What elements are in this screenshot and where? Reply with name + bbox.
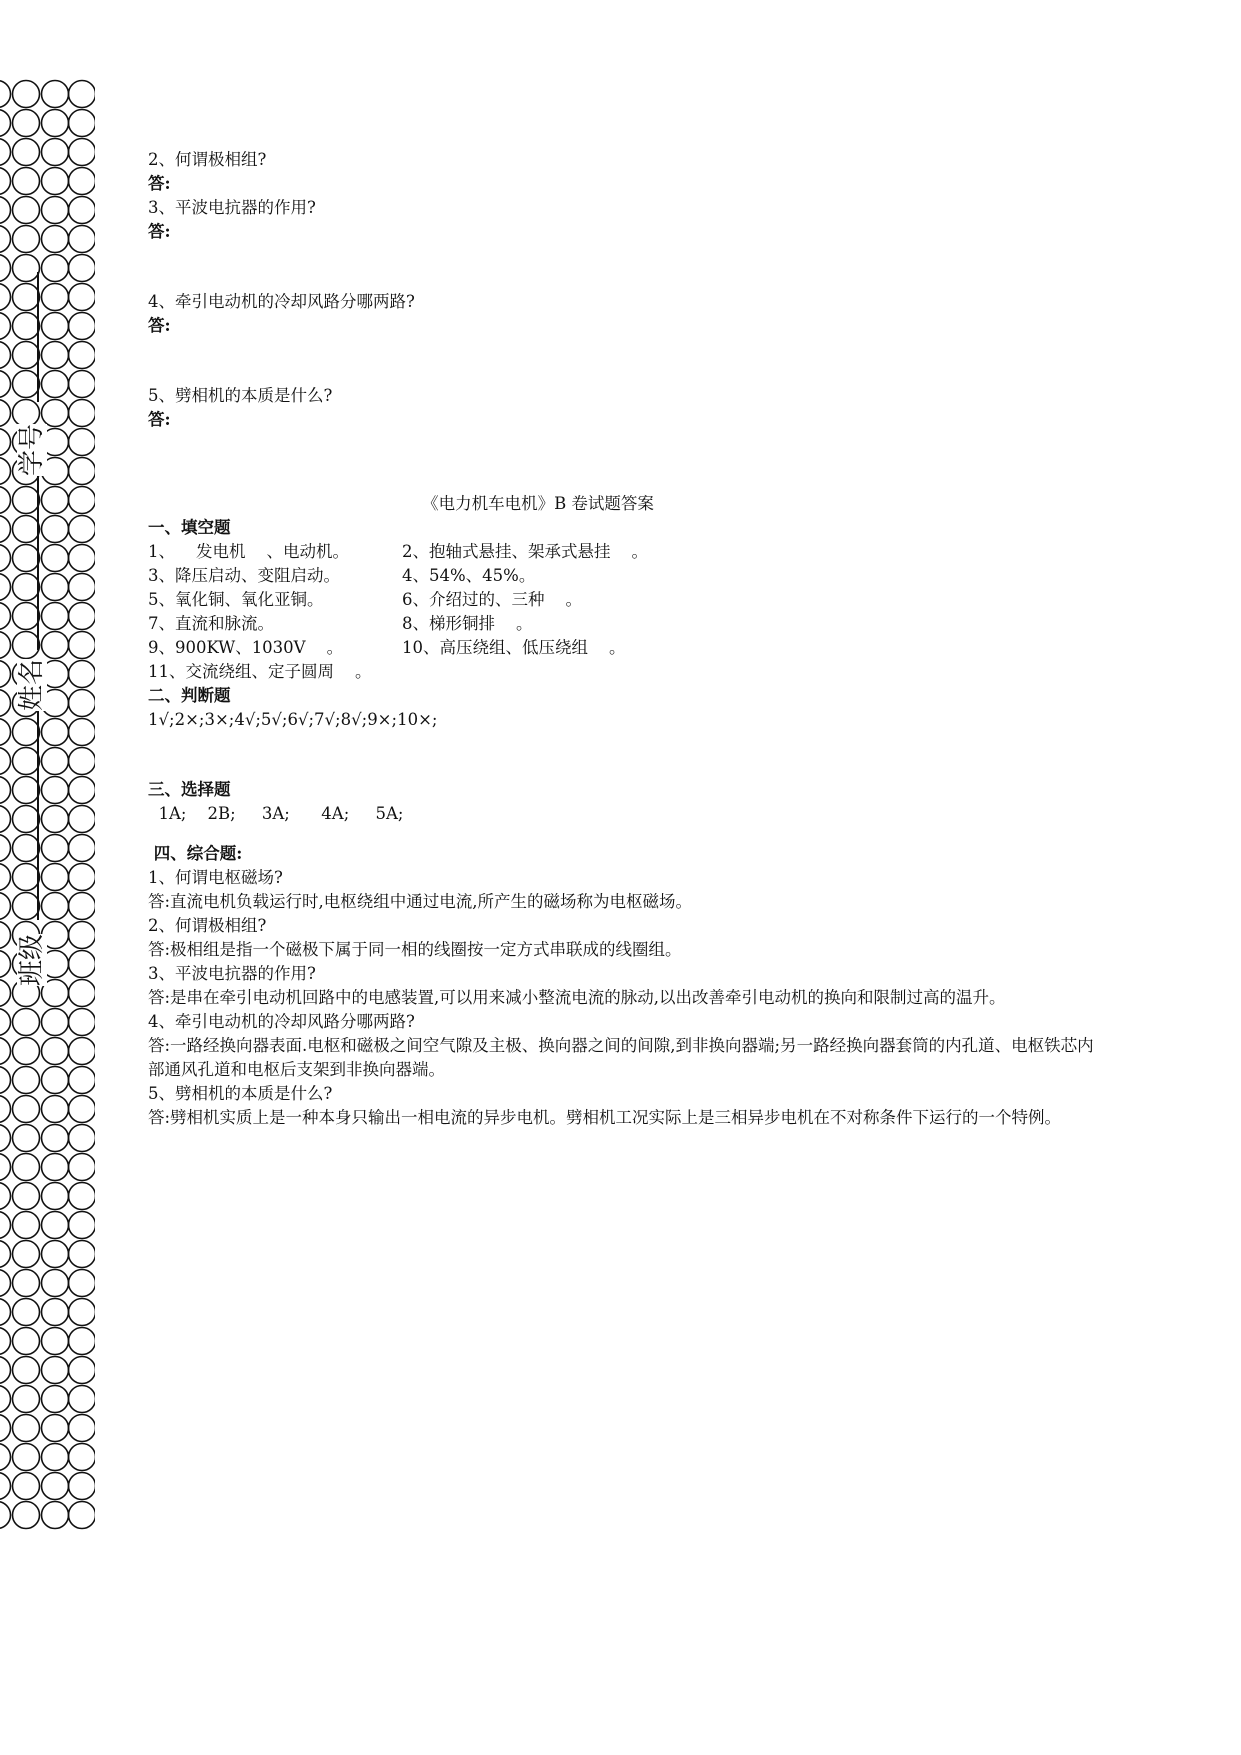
binding-circle xyxy=(69,603,96,630)
binding-circle xyxy=(13,1415,40,1442)
answer-label: 答: xyxy=(148,222,171,241)
question-text: 3、平波电抗器的作用? xyxy=(148,198,316,217)
binding-circle xyxy=(69,516,96,543)
binding-circle xyxy=(0,81,11,108)
binding-circle xyxy=(13,1299,40,1326)
prev-question xyxy=(148,384,1098,432)
binding-circle xyxy=(69,1096,96,1123)
binding-circle xyxy=(13,545,40,572)
binding-circle xyxy=(69,1038,96,1065)
binding-circle xyxy=(13,1444,40,1471)
fill-row xyxy=(148,612,1098,636)
document-body xyxy=(148,148,1098,1130)
prev-question xyxy=(148,148,1098,196)
binding-circle xyxy=(0,603,11,630)
binding-circle xyxy=(0,1183,11,1210)
binding-circle xyxy=(69,139,96,166)
answer-label: 答: xyxy=(148,316,171,335)
binding-circle xyxy=(69,748,96,775)
binding-circle xyxy=(0,893,11,920)
binding-circle xyxy=(13,1502,40,1529)
binding-circle xyxy=(13,313,40,340)
prev-question xyxy=(148,290,1098,338)
binding-circle xyxy=(0,168,11,195)
binding-circle xyxy=(69,1212,96,1239)
binding-circle xyxy=(42,1328,69,1355)
binding-line xyxy=(37,700,39,920)
question-text: 4、牵引电动机的冷却风路分哪两路? xyxy=(148,292,415,311)
binding-circle xyxy=(42,1212,69,1239)
binding-circle xyxy=(0,951,11,978)
binding-circle xyxy=(0,1125,11,1152)
binding-circle xyxy=(69,1502,96,1529)
binding-circle xyxy=(0,516,11,543)
answer-key-title: 《电力机车电机》B 卷试题答案 xyxy=(422,494,654,513)
name-label: 姓名 xyxy=(17,658,48,712)
binding-circle xyxy=(0,545,11,572)
binding-circle xyxy=(13,574,40,601)
binding-circle xyxy=(42,1096,69,1123)
binding-circle xyxy=(0,632,11,659)
binding-circle xyxy=(69,1154,96,1181)
binding-circle xyxy=(69,980,96,1007)
binding-circle xyxy=(42,1009,69,1036)
binding-circle xyxy=(13,1154,40,1181)
binding-circle xyxy=(69,371,96,398)
binding-circle xyxy=(42,1183,69,1210)
binding-circle xyxy=(0,110,11,137)
binding-circle xyxy=(0,719,11,746)
binding-circle xyxy=(0,1299,11,1326)
section-heading: 四、综合题: xyxy=(148,844,243,863)
binding-circle xyxy=(42,1299,69,1326)
binding-circle xyxy=(69,1009,96,1036)
binding-circle xyxy=(69,400,96,427)
binding-circle xyxy=(0,1212,11,1239)
binding-circle xyxy=(0,255,11,282)
binding-circle xyxy=(13,1125,40,1152)
binding-circle xyxy=(69,951,96,978)
binding-circle xyxy=(69,255,96,282)
binding-circle xyxy=(13,516,40,543)
binding-circle xyxy=(69,922,96,949)
binding-circle xyxy=(42,400,69,427)
binding-circle xyxy=(69,864,96,891)
binding-circle xyxy=(42,545,69,572)
binding-circle xyxy=(42,342,69,369)
binding-circle xyxy=(0,1241,11,1268)
binding-circle xyxy=(42,371,69,398)
binding-circle xyxy=(0,1009,11,1036)
binding-circle xyxy=(0,197,11,224)
fill-answer: 3、降压启动、变阻启动。 xyxy=(148,566,340,585)
binding-circle xyxy=(69,690,96,717)
binding-circle xyxy=(42,1241,69,1268)
fill-answer: 10、高压绕组、低压绕组 。 xyxy=(402,638,626,657)
binding-circle xyxy=(42,81,69,108)
binding-circle xyxy=(0,864,11,891)
binding-circle xyxy=(42,835,69,862)
binding-circle xyxy=(0,777,11,804)
binding-circle xyxy=(42,1473,69,1500)
binding-circle xyxy=(42,806,69,833)
class-label: 班级 xyxy=(17,933,48,987)
binding-circle xyxy=(69,719,96,746)
binding-circle xyxy=(13,487,40,514)
binding-circle xyxy=(13,1096,40,1123)
binding-circle xyxy=(13,893,40,920)
binding-circle xyxy=(0,1038,11,1065)
binding-circle xyxy=(69,197,96,224)
binding-circle xyxy=(0,371,11,398)
binding-circle xyxy=(13,1357,40,1384)
binding-circle xyxy=(13,1328,40,1355)
binding-circle xyxy=(42,719,69,746)
fill-row xyxy=(148,564,1098,588)
binding-circle xyxy=(69,777,96,804)
binding-circle xyxy=(42,1125,69,1152)
binding-circle xyxy=(13,603,40,630)
binding-circle xyxy=(69,835,96,862)
binding-circle xyxy=(42,1067,69,1094)
binding-circle xyxy=(13,777,40,804)
binding-circle xyxy=(69,81,96,108)
choice-answers: 1A; 2B; 3A; 4A; 5A; xyxy=(148,804,404,823)
binding-circle xyxy=(13,1038,40,1065)
binding-circle xyxy=(0,400,11,427)
binding-circle xyxy=(13,835,40,862)
binding-circle xyxy=(0,1415,11,1442)
binding-circle xyxy=(69,1328,96,1355)
binding-circle xyxy=(13,1067,40,1094)
binding-line xyxy=(37,272,39,402)
binding-circle xyxy=(69,226,96,253)
binding-circle xyxy=(0,342,11,369)
binding-circle xyxy=(42,313,69,340)
binding-circle xyxy=(42,110,69,137)
binding-circle xyxy=(13,1009,40,1036)
answer-label: 答: xyxy=(148,174,171,193)
fill-answer: 9、900KW、1030V 。 xyxy=(148,638,344,657)
binding-circle xyxy=(42,748,69,775)
binding-circle xyxy=(69,1386,96,1413)
binding-circle xyxy=(0,429,11,456)
binding-circle xyxy=(13,864,40,891)
fill-answer: 7、直流和脉流。 xyxy=(148,614,274,633)
binding-circle xyxy=(0,284,11,311)
binding-circle xyxy=(0,458,11,485)
answer-label: 答: xyxy=(148,410,171,429)
binding-circle xyxy=(42,255,69,282)
binding-circle xyxy=(13,342,40,369)
binding-circle xyxy=(13,81,40,108)
binding-circle xyxy=(0,690,11,717)
binding-circle xyxy=(42,1386,69,1413)
binding-circle xyxy=(69,1125,96,1152)
fill-answer: 5、氧化铜、氧化亚铜。 xyxy=(148,590,324,609)
binding-circle xyxy=(42,516,69,543)
fill-row xyxy=(148,588,1098,612)
binding-circle xyxy=(69,1444,96,1471)
binding-circle xyxy=(0,1270,11,1297)
binding-circle xyxy=(69,1270,96,1297)
binding-circle xyxy=(13,632,40,659)
fill-row xyxy=(148,636,1098,660)
binding-circle xyxy=(0,980,11,1007)
binding-circle xyxy=(13,719,40,746)
binding-circle xyxy=(69,429,96,456)
binding-circle xyxy=(69,574,96,601)
fill-row xyxy=(148,540,1098,564)
binding-circle xyxy=(42,632,69,659)
question-text: 1、何谓电枢磁场? xyxy=(148,868,283,887)
binding-circle xyxy=(42,864,69,891)
fill-answer: 2、抱轴式悬挂、架承式悬挂 。 xyxy=(402,542,648,561)
fill-answer: 11、交流绕组、定子圆周 。 xyxy=(148,662,372,681)
binding-circle xyxy=(13,226,40,253)
binding-circle xyxy=(0,922,11,949)
binding-circle xyxy=(0,574,11,601)
binding-circle xyxy=(42,1270,69,1297)
binding-circle xyxy=(13,371,40,398)
section-heading: 二、判断题 xyxy=(148,686,231,705)
binding-circle xyxy=(0,226,11,253)
binding-circle xyxy=(13,806,40,833)
binding-circle xyxy=(0,1154,11,1181)
binding-circle xyxy=(69,1299,96,1326)
binding-circle xyxy=(69,893,96,920)
binding-circle xyxy=(42,893,69,920)
binding-circle xyxy=(0,139,11,166)
binding-circle xyxy=(42,1038,69,1065)
prev-question xyxy=(148,196,1098,244)
question-text: 2、何谓极相组? xyxy=(148,150,267,169)
binding-circle xyxy=(42,1415,69,1442)
binding-circle xyxy=(0,748,11,775)
binding-circle xyxy=(0,1473,11,1500)
binding-circle xyxy=(13,1473,40,1500)
question-text: 4、牵引电动机的冷却风路分哪两路? xyxy=(148,1012,415,1031)
binding-circle xyxy=(0,313,11,340)
section-heading: 三、选择题 xyxy=(148,780,231,799)
binding-circle xyxy=(42,487,69,514)
binding-circle xyxy=(13,139,40,166)
question-text: 5、劈相机的本质是什么? xyxy=(148,386,333,405)
binding-circle xyxy=(42,1154,69,1181)
answer-text: 答:劈相机实质上是一种本身只输出一相电流的异步电机。劈相机工况实际上是三相异步电机在不对称条件下运行的一个特例。 xyxy=(148,1108,1062,1127)
binding-circle xyxy=(0,1067,11,1094)
binding-circle xyxy=(69,458,96,485)
binding-circle xyxy=(13,748,40,775)
binding-circle xyxy=(69,632,96,659)
binding-circle xyxy=(42,777,69,804)
answer-text: 答:是串在牵引电动机回路中的电感装置,可以用来减小整流电流的脉动,以出改善牵引电动机的换向和限制过高的温升。 xyxy=(148,988,1006,1007)
binding-circle xyxy=(13,1212,40,1239)
binding-circle xyxy=(13,110,40,137)
question-text: 3、平波电抗器的作用? xyxy=(148,964,316,983)
binding-circle xyxy=(69,545,96,572)
binding-circle xyxy=(69,1183,96,1210)
answer-text: 答:直流电机负载运行时,电枢绕组中通过电流,所产生的磁场称为电枢磁场。 xyxy=(148,892,693,911)
binding-circle xyxy=(0,487,11,514)
fill-answer: 4、54%、45%。 xyxy=(402,566,536,585)
binding-circle xyxy=(69,313,96,340)
binding-circle xyxy=(13,168,40,195)
binding-circle xyxy=(0,835,11,862)
section-heading: 一、填空题 xyxy=(148,518,231,537)
binding-circle xyxy=(0,1357,11,1384)
binding-circle xyxy=(69,1415,96,1442)
binding-circle xyxy=(13,400,40,427)
binding-circle xyxy=(69,487,96,514)
binding-circle xyxy=(13,284,40,311)
binding-circle xyxy=(42,1357,69,1384)
binding-circle xyxy=(69,1357,96,1384)
binding-circle xyxy=(42,284,69,311)
binding-circle xyxy=(69,661,96,688)
binding-circle xyxy=(42,168,69,195)
binding-circle xyxy=(42,226,69,253)
binding-line xyxy=(37,470,39,650)
binding-circle xyxy=(69,168,96,195)
question-text: 5、劈相机的本质是什么? xyxy=(148,1084,333,1103)
binding-circle xyxy=(69,342,96,369)
binding-circle xyxy=(13,255,40,282)
answer-text: 答:一路经换向器表面.电枢和磁极之间空气隙及主极、换向器之间的间隙,到非换向器端;另一路经换向器套筒的内孔道、电枢铁芯内部通风孔道和电枢后支架到非换向器端。 xyxy=(148,1036,1094,1079)
binding-circle xyxy=(69,284,96,311)
binding-circle xyxy=(0,806,11,833)
binding-circle xyxy=(42,603,69,630)
binding-circle xyxy=(69,806,96,833)
binding-circle xyxy=(0,1502,11,1529)
binding-circle xyxy=(13,197,40,224)
binding-margin xyxy=(0,0,95,1755)
binding-circle xyxy=(0,1096,11,1123)
binding-circle xyxy=(0,1444,11,1471)
binding-circle xyxy=(69,1473,96,1500)
binding-circle xyxy=(69,1067,96,1094)
binding-circle xyxy=(13,1241,40,1268)
student-id-label: 学号 xyxy=(17,423,48,477)
binding-circle xyxy=(42,197,69,224)
binding-circle xyxy=(13,1183,40,1210)
question-text: 2、何谓极相组? xyxy=(148,916,267,935)
binding-circle xyxy=(0,1328,11,1355)
binding-circles xyxy=(0,0,95,1755)
fill-answer: 1、 发电机 、电动机。 xyxy=(148,542,349,561)
binding-circle xyxy=(42,1444,69,1471)
binding-circle xyxy=(0,1386,11,1413)
binding-circle xyxy=(42,574,69,601)
binding-circle xyxy=(42,1502,69,1529)
fill-answer: 6、介绍过的、三种 。 xyxy=(402,590,582,609)
binding-circle xyxy=(13,1270,40,1297)
answer-text: 答:极相组是指一个磁极下属于同一相的线圈按一定方式串联成的线圈组。 xyxy=(148,940,682,959)
binding-circle xyxy=(42,139,69,166)
judgement-answers: 1√;2×;3×;4√;5√;6√;7√;8√;9×;10×; xyxy=(148,710,438,729)
fill-answer: 8、梯形铜排 。 xyxy=(402,614,533,633)
binding-circle xyxy=(0,661,11,688)
binding-circle xyxy=(69,110,96,137)
binding-circle xyxy=(69,1241,96,1268)
binding-circle xyxy=(13,1386,40,1413)
